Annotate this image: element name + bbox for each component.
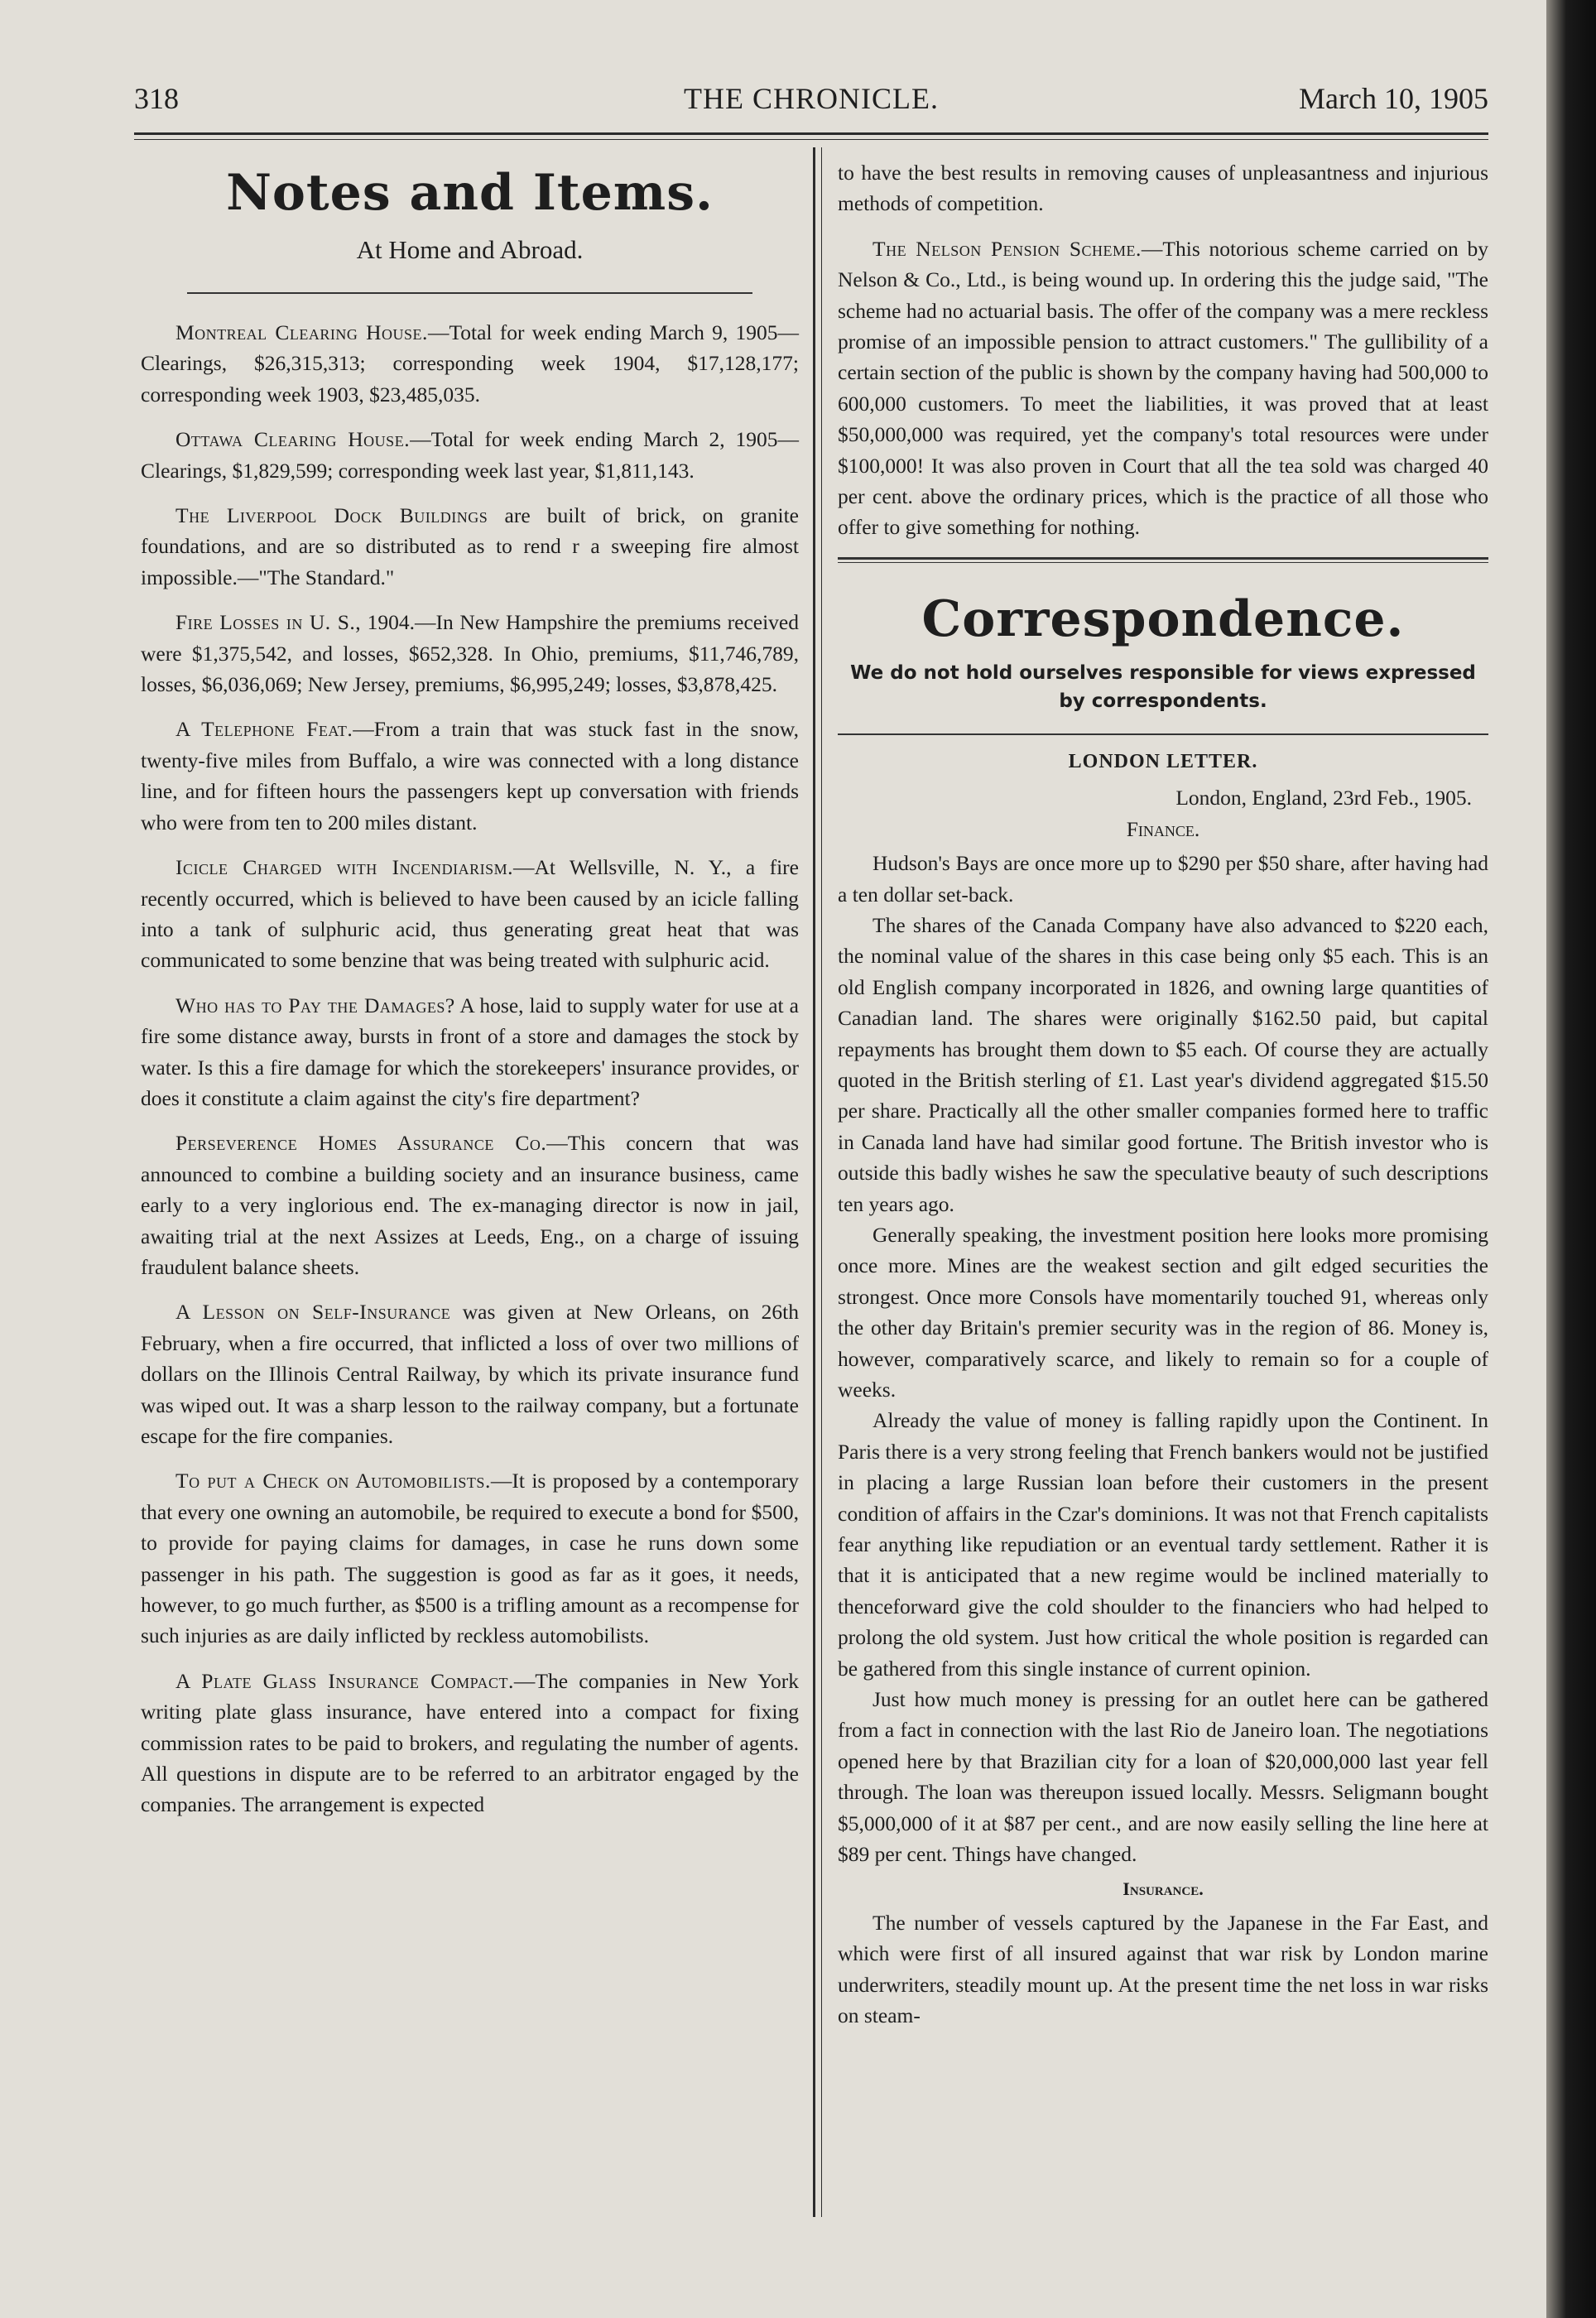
item-lead: The Liverpool Dock Buildings xyxy=(175,503,488,528)
news-item xyxy=(141,500,799,593)
right-column xyxy=(838,157,1488,2032)
item-lead: Fire Losses in U. S., xyxy=(175,610,362,635)
item-lead: Perseverence Homes Assurance Co. xyxy=(175,1131,547,1156)
news-item xyxy=(141,424,799,486)
column-divider xyxy=(813,147,815,2217)
news-item xyxy=(141,714,799,838)
header-rule xyxy=(134,132,1488,135)
news-item xyxy=(141,1128,799,1282)
section-rule xyxy=(838,557,1488,560)
letter-paragraph: Already the value of money is falling rapidly upon the Continent. In Paris there is a very strong feeling that French bankers would not be justified in placing a large Russian loan before their customers in the present condition of affairs in the Czar's dominions. It was not that French capitalists fear anything like repudiation or an eventual tardy settlement. Rather it is that it is anticipated that a new regime would be inclined materially to thenceforward give the cold shoulder to the financiers who had helped to prolong the old system. Just how critical the whole position is regarded can be gathered from this single instance of current opinion. xyxy=(838,1408,1488,1681)
item-text: was given at New Orleans, on 26th February, when a fire occurred, that inflicted a loss of over two millions of dollars on the Illinois Central Railway, by which its private insurance fund was wiped out. It was a sharp lesson to the railway company, but a fortunate escape for the fire companies. xyxy=(141,1300,799,1448)
item-text: —It is proposed by a contemporary that every one owning an automobile, be required to execute a bond for $500, to provide for paying claims for damages, in case he runs down some passenger in his path. The suggestion is good as far as it goes, it needs, however, to go much further, as $500 is a trifling amount as a recompense for such injuries as are daily inflicted by reckless automobilists. xyxy=(141,1469,799,1648)
issue-date: March 10, 1905 xyxy=(1299,82,1488,115)
page-number: 318 xyxy=(134,82,179,115)
item-lead: Who has to Pay the Damages? xyxy=(175,993,455,1017)
item-lead: A Lesson on Self-Insurance xyxy=(175,1300,451,1325)
letter-paragraph: The shares of the Canada Company have also advanced to $220 each, the nominal value of the shares in this case being only $5 each. This is an old English company incorporated in 1826, and owning large quantities of Canadian land. The shares were originally $162.50 paid, but capital repayments has brought them down to $5 each. Of course they are actually quoted in the British sterling of £1. Last year's dividend aggregated $15.50 per share. Practically all the other smaller companies formed here to traffic in Canada land have had similar good fortune. The British investor who is outside this badly wishes he saw the speculative beauty of such descriptions ten years ago. xyxy=(838,912,1488,1216)
item-lead: Ottawa Clearing House. xyxy=(175,427,411,452)
subsection-finance: Finance. xyxy=(1126,816,1200,841)
disclaimer: We do not hold ourselves responsible for views expressed by correspondents. xyxy=(850,661,1476,712)
news-item xyxy=(141,852,799,976)
letter-dateline: London, England, 23rd Feb., 1905. xyxy=(1175,786,1472,810)
header-rule-thin xyxy=(134,139,1488,140)
news-item xyxy=(141,990,799,1114)
item-lead: Montreal Clearing House. xyxy=(175,320,428,344)
item-text: —The companies in New York writing plate glass insurance, have entered into a compact for fixing commission rates to be paid to brokers, and regulating the number of agents. All questions in dispute are to be referred to an arbitrator engaged by the companies. The arrangement is expected xyxy=(141,1668,799,1817)
item-lead: To put a Check on Automobilists. xyxy=(175,1469,491,1493)
item-lead: Icicle Charged with Incendiarism. xyxy=(175,855,513,880)
item-text: —This concern that was announced to combine a building society and an insurance business, came early to a very inglorious end. The ex-managing director is now in jail, awaiting trial at the next Assizes at Leeds, Eng., on a charge of issuing fraudulent balance sheets. xyxy=(141,1131,799,1279)
section-subheading: At Home and Abroad. xyxy=(356,235,584,264)
item-text: A hose, laid to supply water for use at a fire some distance away, bursts in front of a store and damages the stock by water. Is this a fire damage for which the storekeepers' insurance provides, or does it constitute a claim against the city's fire department? xyxy=(141,993,799,1110)
binding-shadow xyxy=(1546,0,1596,2318)
news-item xyxy=(141,1666,799,1820)
page-header xyxy=(134,81,1488,123)
item-text: —Total for week ending March 9, 1905—Clearings, $26,315,313; corresponding week 1904, $17,128,177; corresponding week 1903, $23,485,035. xyxy=(141,320,800,406)
letter-paragraph: Hudson's Bays are once more up to $290 per $50 share, after having had a ten dollar set-back. xyxy=(838,851,1488,907)
item-text: —This notorious scheme carried on by Nelson & Co., Ltd., is being wound up. In ordering this the judge said, "The scheme had no actuarial basis. The offer of the company was a mere reckless promise of an impossible pension to attract customers." The gullibility of a certain section of the public is shown by the company having had 500,000 to 600,000 customers. To meet the liabilities, it was proved that at least $50,000,000 was required, yet the company's total resources were under $100,000! It was also proven in Court that all the tea sold was charged 40 per cent. above the ordinary prices, which is the practice of all those who offer to give something for nothing. xyxy=(838,236,1488,540)
letter-paragraph: Generally speaking, the investment position here looks more promising once more. Mines are the weakest section and gilt edged securities the strongest. Once more Consols have momentarily touched 91, whereas only the other day Britain's premier security was in the region of 86. Money is, however, comparatively scarce, and likely to remain so for a couple of weeks. xyxy=(838,1222,1488,1402)
news-item xyxy=(141,607,799,700)
left-column xyxy=(141,161,799,1835)
letter-paragraph: Just how much money is pressing for an outlet here can be gathered from a fact in connection with the last Rio de Janeiro loan. The negotiations opened here by that Brazilian city for a loan of $20,000,000 last year fell through. The loan was thereupon issued locally. Messrs. Seligmann bought $5,000,000 of it at $87 per cent., and are now easily selling the line here at $89 per cent. Things have changed. xyxy=(838,1687,1488,1867)
news-item xyxy=(141,1465,799,1651)
section-heading-notes: Notes and Items. xyxy=(226,164,714,222)
subsection-insurance: Insurance. xyxy=(1122,1878,1204,1899)
publication-title: THE CHRONICLE. xyxy=(684,82,939,115)
news-item-nelson xyxy=(838,233,1488,543)
item-text: 1904.—In New Hampshire the premiums received were $1,375,542, and losses, $652,328. In Ohio, premiums, $11,746,789, losses, $6,036,069; New Jersey, premiums, $6,995,249; losses, $3,878,425. xyxy=(141,610,799,697)
news-item xyxy=(141,317,799,410)
section-heading-correspondence: Correspondence. xyxy=(921,589,1405,648)
item-lead: A Plate Glass Insurance Compact. xyxy=(175,1668,514,1693)
section-rule xyxy=(187,292,753,294)
section-rule-thin xyxy=(838,562,1488,563)
letter-paragraph: The number of vessels captured by the Japanese in the Far East, and which were first of all insured against that war risk by London marine underwriters, steadily mount up. At the present time the net loss in war risks on steam- xyxy=(838,1910,1488,2028)
item-lead: A Telephone Feat. xyxy=(175,717,353,742)
item-text: —At Wellsville, N. Y., a fire recently occurred, which is believed to have been caused by an icicle falling into a tank of sulphuric acid, thus generating great heat that was communicated to some benzine that was being treated with sulphuric acid. xyxy=(141,855,799,973)
item-lead: The Nelson Pension Scheme. xyxy=(873,236,1142,261)
item-text: —Total for week ending March 2, 1905—Clearings, $1,829,599; corresponding week last year, $1,811,143. xyxy=(141,427,799,483)
column-divider-thin xyxy=(821,147,822,2217)
item-text: are built of brick, on granite foundations, and are so distributed as to rend r a sweeping fire almost impossible.—"The Standard." xyxy=(141,503,799,589)
section-rule xyxy=(838,733,1488,735)
continued-text: to have the best results in removing causes of unpleasantness and injurious methods of competition. xyxy=(838,161,1488,216)
news-item xyxy=(141,1296,799,1451)
item-text: —From a train that was stuck fast in the snow, twenty-five miles from Buffalo, a wire was connected with a long distance line, and for fifteen hours the passengers kept up conversation with friends who were from ten to 200 miles distant. xyxy=(141,717,799,834)
letter-title: LONDON LETTER. xyxy=(1068,750,1258,772)
